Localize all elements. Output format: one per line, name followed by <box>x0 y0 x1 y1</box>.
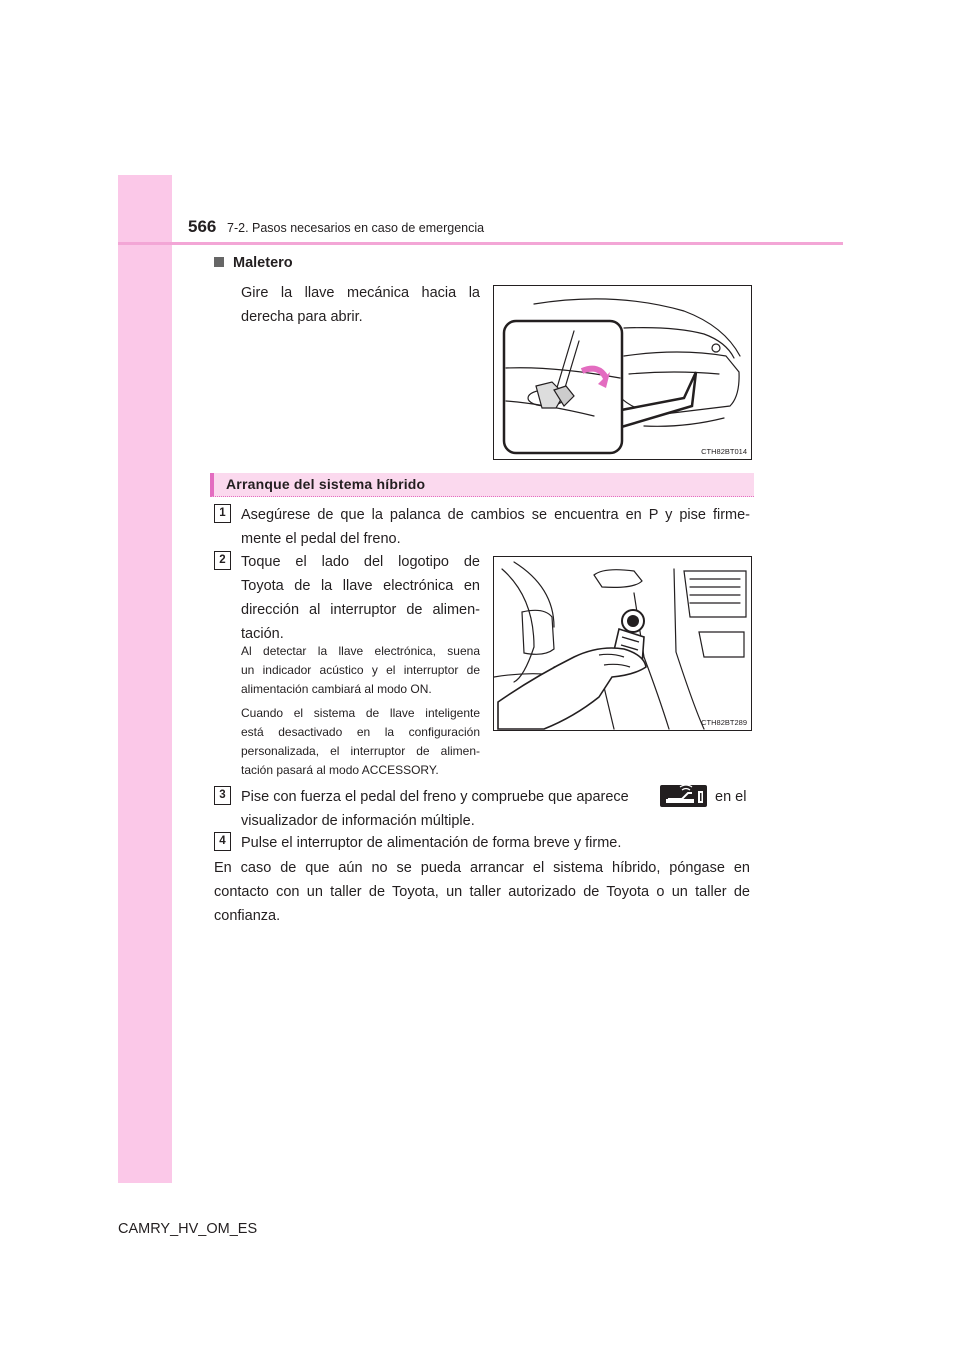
dashboard-key-drawing <box>494 557 751 730</box>
step-2-line-3: dirección al interruptor de alimen- <box>241 602 480 618</box>
maletero-line-1: Gire la llave mecánica hacia la <box>241 285 480 301</box>
figure-code: CTH82BT014 <box>701 447 747 456</box>
maletero-heading <box>214 255 293 271</box>
note-2-line-4: tación pasará al modo ACCESSORY. <box>241 763 439 777</box>
section-header <box>210 473 754 497</box>
square-bullet-icon <box>214 257 224 267</box>
step-2-line-1: Toque el lado del logotipo de <box>241 554 480 570</box>
step-2-line-4: tación. <box>241 626 284 642</box>
header-rule <box>118 242 843 245</box>
note-1-line-2: un indicador acústico y el interruptor de <box>241 663 480 677</box>
figure-code: CTH82BT289 <box>701 718 747 727</box>
footer-code: CAMRY_HV_OM_ES <box>118 1221 258 1237</box>
chapter-title: 7-2. Pasos necesarios en caso de emergencia <box>227 221 485 235</box>
step-3-line-1-after: en el <box>715 789 747 805</box>
brake-key-indicator-icon <box>660 785 707 807</box>
step-1-line-2: mente el pedal del freno. <box>241 531 401 547</box>
note-2-line-3: personalizada, el interruptor de alimen- <box>241 744 480 758</box>
note-2-line-2: está desactivado en la configuración <box>241 725 480 739</box>
closing-line-3: confianza. <box>214 908 281 924</box>
note-2-line-1: Cuando el sistema de llave inteligente <box>241 706 480 720</box>
step-3-line-2: visualizador de información múltiple. <box>241 813 475 829</box>
step-4-text: Pulse el interruptor de alimentación de forma breve y firme. <box>241 835 622 851</box>
note-1-line-1: Al detectar la llave electrónica, suena <box>241 644 480 658</box>
closing-line-1: En caso de que aún no se pueda arrancar el sistema híbrido, póngase en <box>214 860 750 876</box>
step-number-4: 4 <box>214 832 231 851</box>
chapter-sidebar-tab <box>118 175 172 1183</box>
step-number-2: 2 <box>214 551 231 570</box>
step-number-1: 1 <box>214 504 231 523</box>
step-3-line-1-before: Pise con fuerza el pedal del freno y compruebe que aparece <box>241 789 629 805</box>
trunk-car-drawing <box>494 286 751 459</box>
page-number: 566 <box>188 217 217 236</box>
note-1-line-3: alimentación cambiará al modo ON. <box>241 682 432 696</box>
maletero-line-2: derecha para abrir. <box>241 309 363 325</box>
smart-key-illustration <box>493 556 752 731</box>
trunk-lock-illustration <box>493 285 752 460</box>
step-2-line-2: Toyota de la llave electrónica en <box>241 578 480 594</box>
closing-line-2: contacto con un taller de Toyota, un taller autorizado de Toyota o un taller de <box>214 884 750 900</box>
step-1-line-1: Asegúrese de que la palanca de cambios se encuentra en P y pise firme- <box>241 507 750 523</box>
section-title: Arranque del sistema híbrido <box>226 476 426 492</box>
maletero-heading-text: Maletero <box>233 255 293 271</box>
step-number-3: 3 <box>214 786 231 805</box>
